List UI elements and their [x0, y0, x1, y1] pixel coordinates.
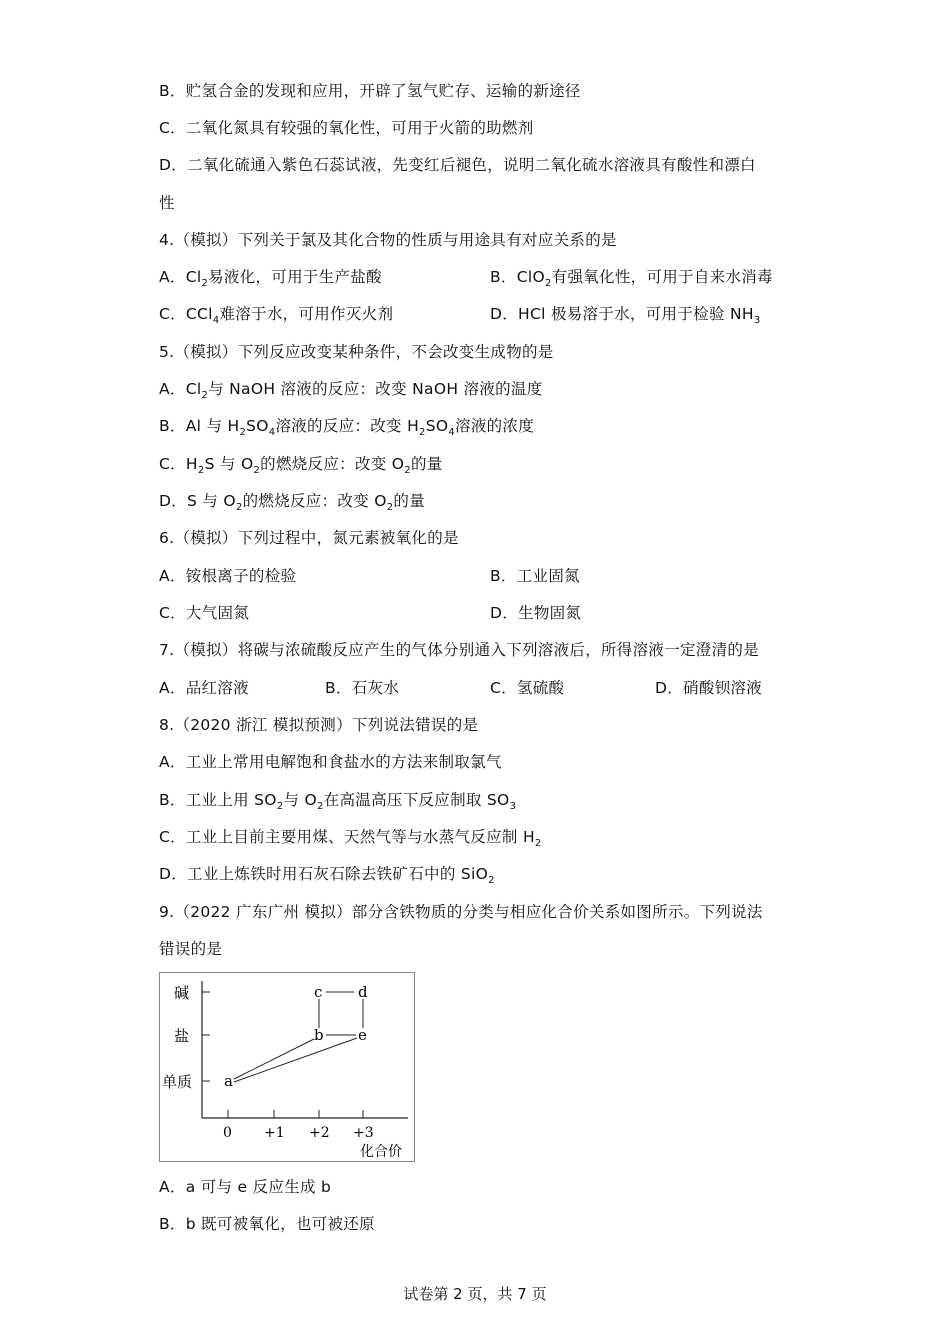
option-c-line: C．二氧化氮具有较强的氧化性，可用于火箭的助燃剂 [159, 119, 534, 137]
q4-option-d: D．HCl 极易溶于水，可用于检验 $NH_3$ [490, 305, 761, 326]
q4-option-a: A．$Cl_2$易液化，可用于生产盐酸 [159, 268, 382, 289]
question-6: 6.（模拟）下列过程中，氮元素被氧化的是 [159, 529, 459, 547]
link-a-b [234, 1039, 314, 1079]
question-7: 7.（模拟）将碳与浓硫酸反应产生的气体分别通入下列溶液后，所得溶液一定澄清的是 [159, 641, 759, 659]
point-a: a [224, 1072, 233, 1090]
q5-option-d: D．S 与 $O_2$的燃烧反应：改变 $O_2$的量 [159, 492, 426, 513]
q7-option-d: D．硝酸钡溶液 [655, 679, 763, 697]
point-c: c [314, 983, 323, 1001]
q8-option-c: C．工业上目前主要用煤、天然气等与水蒸气反应制 $H_2$ [159, 828, 542, 849]
q7-option-a: A．品红溶液 [159, 679, 249, 697]
q6-option-b: B．工业固氮 [490, 567, 580, 585]
iron-valence-figure [159, 972, 415, 1162]
page-footer: 试卷第 2 页，共 7 页 [403, 1285, 547, 1303]
question-8: 8.（2020 浙江 模拟预测）下列说法错误的是 [159, 716, 479, 734]
q6-option-c: C．大气固氮 [159, 604, 250, 622]
point-e: e [358, 1026, 367, 1044]
q7-option-b: B．石灰水 [325, 679, 400, 697]
question-9-continued: 错误的是 [159, 940, 223, 958]
y-label-element: 单质 [162, 1073, 193, 1091]
x-tick-label: +3 [353, 1125, 374, 1141]
question-4: 4.（模拟）下列关于氯及其化合物的性质与用途具有对应关系的是 [159, 231, 617, 249]
y-label-base: 碱 [174, 984, 190, 1002]
q4-option-c: C．CCl$_4$难溶于水，可用作灭火剂 [159, 305, 394, 326]
x-axis-title: 化合价 [360, 1144, 402, 1160]
question-5: 5.（模拟）下列反应改变某种条件，不会改变生成物的是 [159, 343, 554, 361]
option-d-continued: 性 [159, 194, 175, 212]
q5-option-a: A．$Cl_2$与 NaOH 溶液的反应：改变 NaOH 溶液的温度 [159, 380, 543, 401]
question-9: 9.（2022 广东广州 模拟）部分含铁物质的分类与相应化合价关系如图所示。下列说法 [159, 903, 763, 921]
option-d-line: D．二氧化硫通入紫色石蕊试液，先变红后褪色，说明二氧化硫水溶液具有酸性和漂白 [159, 156, 756, 174]
link-a-e [234, 1038, 357, 1082]
q5-option-c: C．$H_2S$ 与 $O_2$的燃烧反应：改变 $O_2$的量 [159, 455, 443, 476]
x-tick-label: +2 [309, 1125, 330, 1141]
x-tick-label: +1 [264, 1125, 285, 1141]
q6-option-a: A．铵根离子的检验 [159, 567, 297, 585]
q8-option-a: A．工业上常用电解饱和食盐水的方法来制取氯气 [159, 753, 502, 771]
q8-option-b: B．工业上用 $SO_2$与 $O_2$在高温高压下反应制取 $SO_3$ [159, 791, 517, 812]
x-tick-label: 0 [223, 1125, 232, 1141]
q9-option-a: A．a 可与 e 反应生成 b [159, 1178, 332, 1196]
q5-option-b: B．Al 与 $H_2SO_4$溶液的反应：改变 $H_2SO_4$溶液的浓度 [159, 417, 535, 438]
point-b: b [314, 1026, 324, 1044]
y-label-salt: 盐 [174, 1027, 190, 1045]
q9-option-b: B．b 既可被氧化，也可被还原 [159, 1215, 375, 1233]
q6-option-d: D．生物固氮 [490, 604, 582, 622]
q8-option-d: D．工业上炼铁时用石灰石除去铁矿石中的 SiO$_2$ [159, 865, 495, 886]
q7-option-c: C．氢硫酸 [490, 679, 565, 697]
option-b-line: B．贮氢合金的发现和应用，开辟了氢气贮存、运输的新途径 [159, 82, 581, 100]
q4-option-b: B．ClO$_2$有强氧化性，可用于自来水消毒 [490, 268, 773, 289]
point-d: d [358, 983, 368, 1001]
figure-svg [160, 973, 414, 1161]
